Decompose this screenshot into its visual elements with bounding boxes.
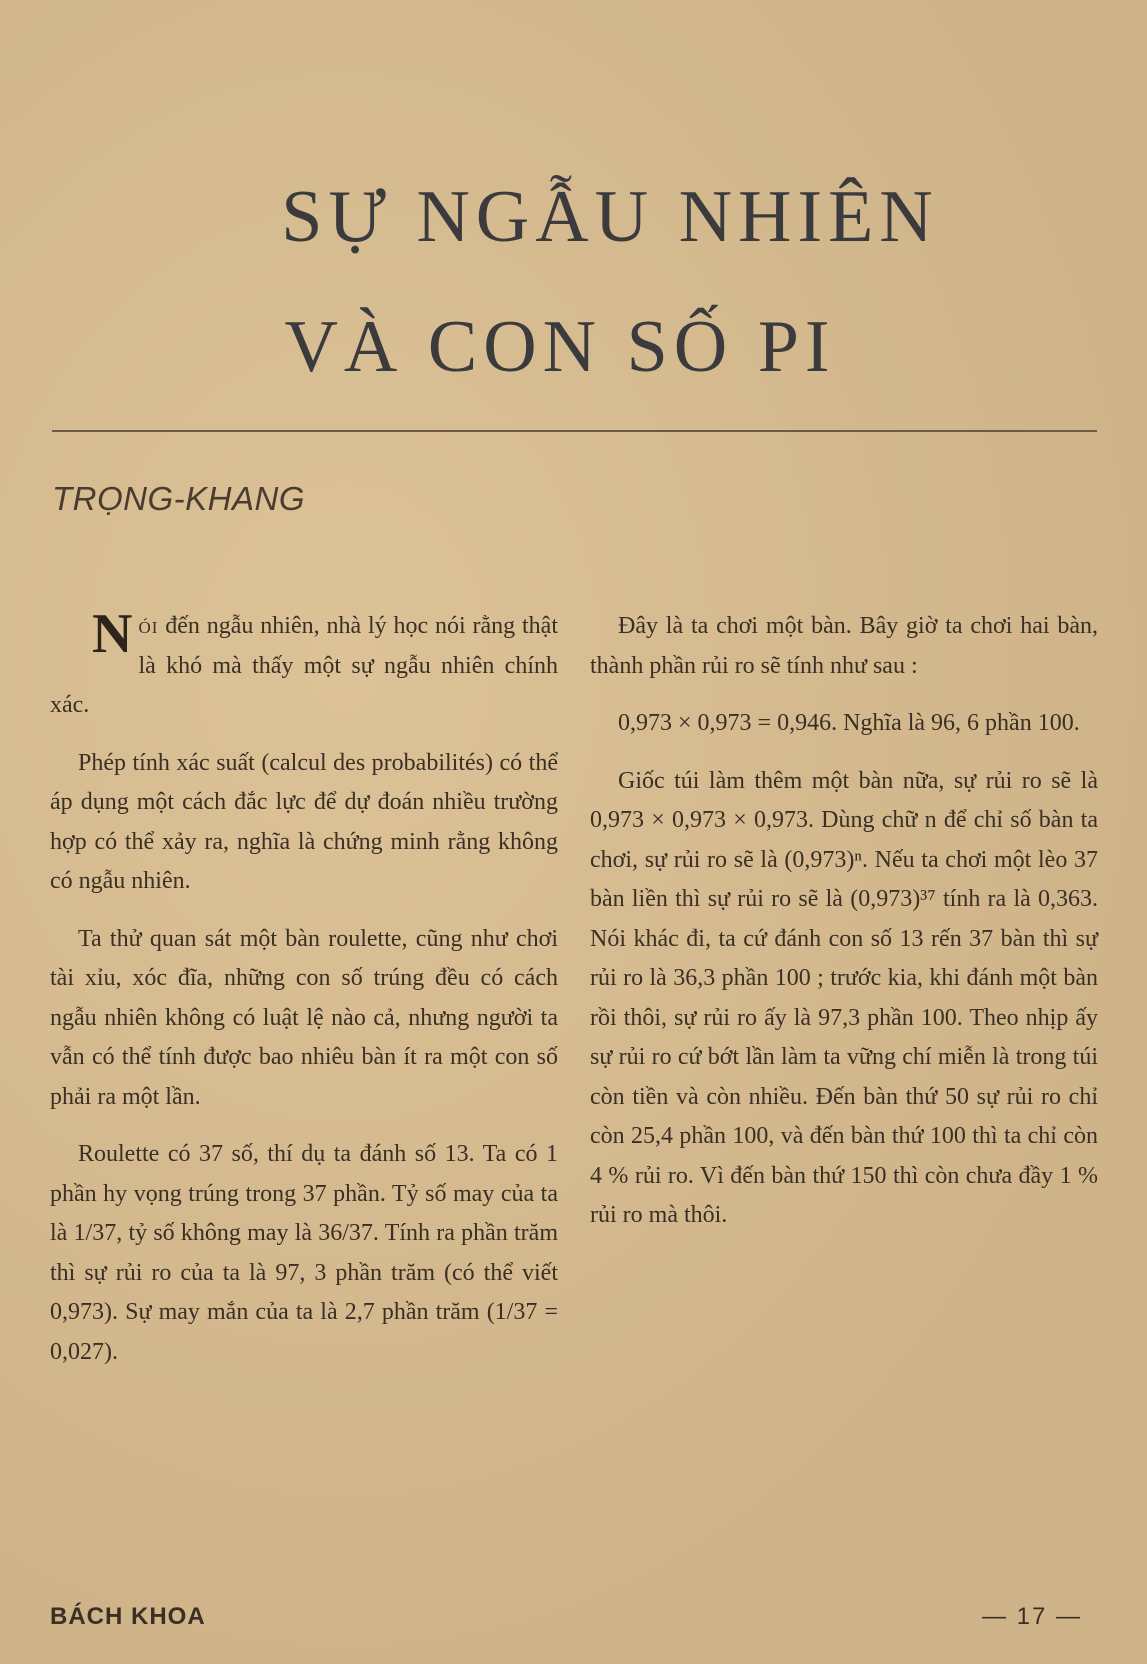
magazine-name: BÁCH KHOA	[50, 1603, 206, 1630]
page-number: — 17 —	[982, 1603, 1083, 1630]
paragraph-probability: Phép tính xác suất (calcul des probabilités) có thể áp dụng một cách đắc lực để dự đoán nhiều trường hợp có thể xảy ra, nghĩa là chứng minh rằng không có ngẫu nhiên.	[50, 749, 558, 894]
title-divider	[52, 430, 1097, 432]
author-byline: TRỌNG-KHANG	[52, 480, 305, 517]
paragraph-odds: Roulette có 37 số, thí dụ ta đánh số 13. Ta có 1 phần hy vọng trúng trong 37 phần. Tỷ số may của ta là 1/37, tỷ số không may là 36/37. Tính ra phần trăm thì sự rủi ro của ta là 97, 3 phần trăm (có thể viết 0,973). Sự may mắn của ta là 2,7 phần trăm (1/37 = 0,027).	[50, 1141, 558, 1365]
right-column	[590, 607, 1098, 1254]
paragraph-formula: 0,973 × 0,973 = 0,946. Nghĩa là 96, 6 phần 100.	[618, 710, 1080, 736]
left-column	[50, 603, 558, 1390]
paragraph-many-rounds: Giốc túi làm thêm một bàn nữa, sự rủi ro sẽ là 0,973 × 0,973 × 0,973. Dùng chữ n để chỉ số bàn ta chơi, sự rủi ro sẽ là (0,973)ⁿ. Nếu ta chơi một lèo 37 bàn liền thì sự rủi ro sẽ là (0,973)³⁷ tính ra là 0,363. Nói khác đi, ta cứ đánh con số 13 rến 37 bàn thì sự rủi ro là 36,3 phần 100 ; trước kia, khi đánh một bàn rồi thôi, sự rủi ro ấy là 97,3 phần 100. Theo nhịp ấy sự rủi ro cứ bớt lần làm ta vững chí miễn là trong túi còn tiền và còn nhiều. Đến bàn thứ 50 sự rủi ro chỉ còn 25,4 phần 100, và đến bàn thứ 100 thì ta chỉ còn 4 % rủi ro. Vì đến bàn thứ 150 thì còn chưa đầy 1 % rủi ro mà thôi.	[590, 767, 1098, 1228]
paragraph-intro	[50, 603, 558, 726]
paragraph-two-rounds: Đây là ta chơi một bàn. Bây giờ ta chơi hai bàn, thành phần rủi ro sẽ tính như sau :	[590, 613, 1098, 679]
drop-cap-continuation: ói	[138, 613, 159, 639]
intro-text: đến ngẫu nhiên, nhà lý học nói rằng thật là khó mà thấy một sự ngẫu nhiên chính xác.	[50, 613, 558, 718]
article-title-line-2: VÀ CON SỐ PI	[284, 306, 836, 388]
drop-cap: N	[92, 603, 133, 665]
paragraph-roulette: Ta thử quan sát một bàn roulette, cũng như chơi tài xỉu, xóc đĩa, những con số trúng đều có cách ngẫu nhiên không có luật lệ nào cả, nhưng người ta vẫn có thể tính được bao nhiêu bàn ít ra một con số phải ra một lần.	[50, 925, 558, 1110]
article-title-line-1: SỰ NGẪU NHIÊN	[281, 176, 939, 258]
